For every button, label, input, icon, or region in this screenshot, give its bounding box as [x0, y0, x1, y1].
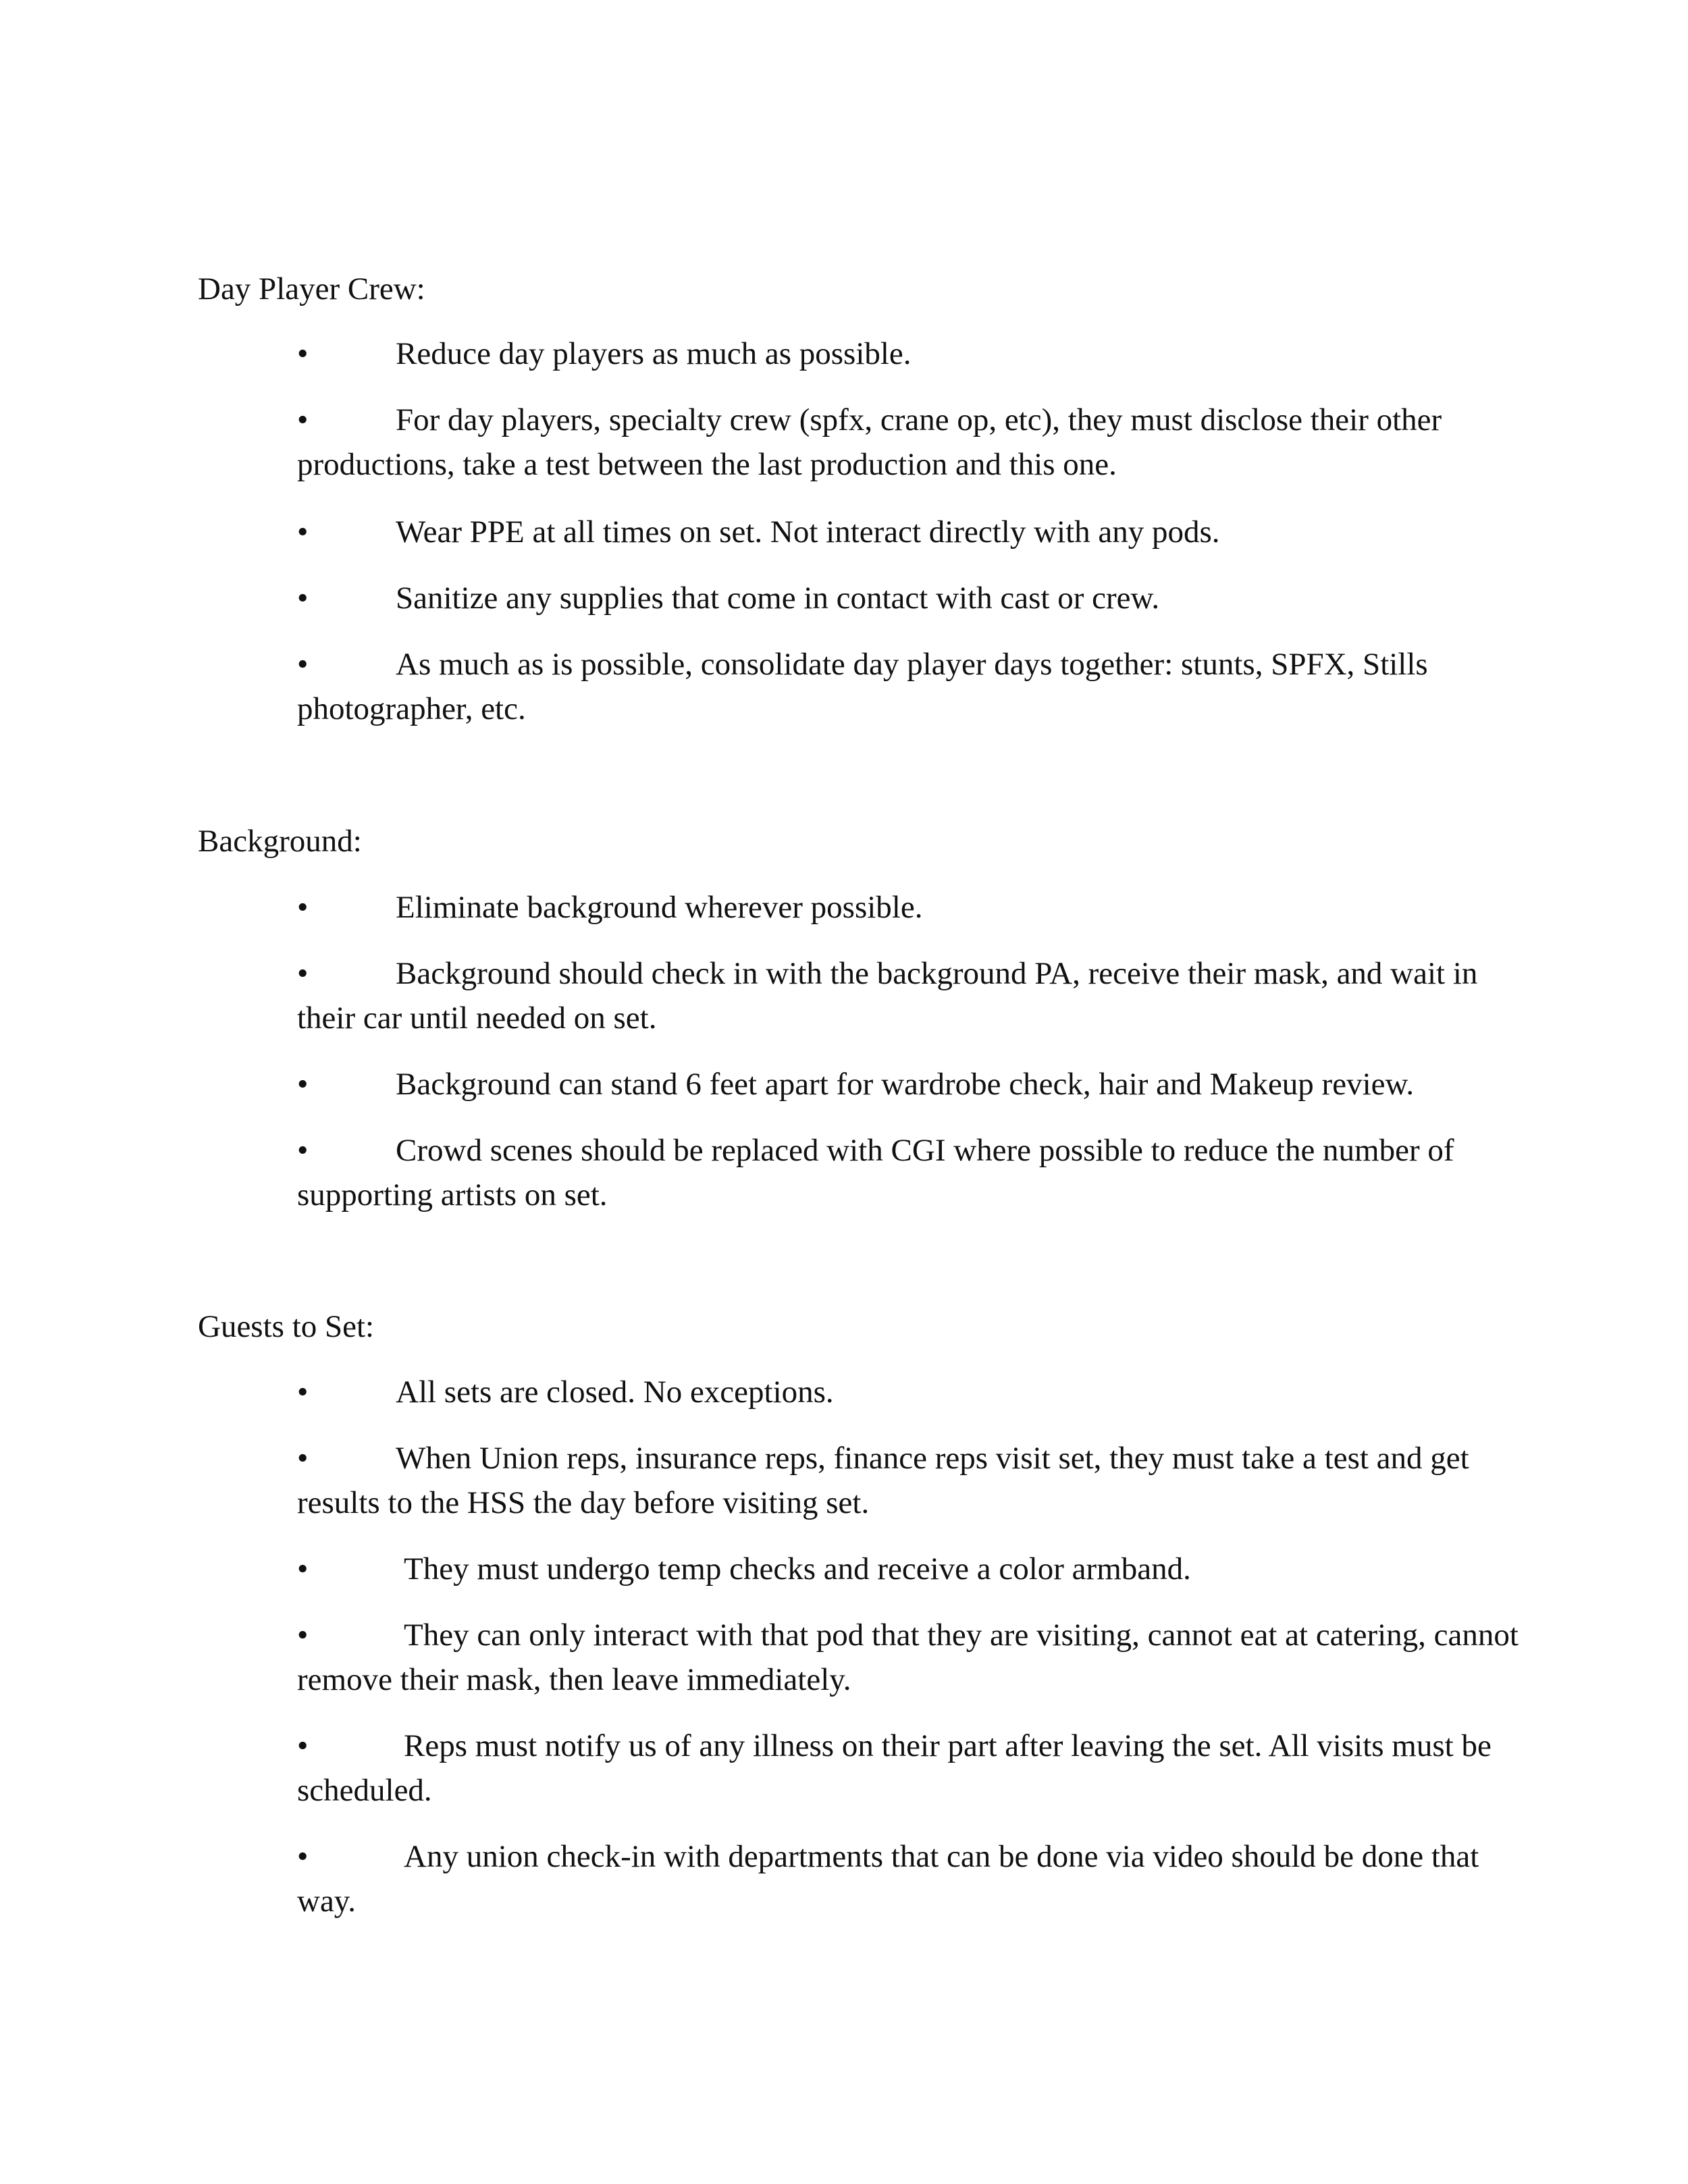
- list-item-text: Background should check in with the background PA, receive their mask, and wait in their car until needed on set.: [297, 956, 1478, 1036]
- list-item-text: Wear PPE at all times on set. Not interact directly with any pods.: [396, 514, 1220, 550]
- list-item: [297, 1370, 1533, 1414]
- list-item-text: All sets are closed. No exceptions.: [396, 1375, 834, 1410]
- list-item: [297, 642, 1533, 731]
- list-item-text: They must undergo temp checks and receive a color armband.: [404, 1551, 1191, 1587]
- list-item-text: Reps must notify us of any illness on their part after leaving the set. All visits must be scheduled.: [297, 1728, 1492, 1808]
- bullet-icon: •: [297, 336, 309, 371]
- list-item: [297, 1724, 1533, 1813]
- bullet-icon: •: [297, 956, 309, 991]
- section-heading-day-player-crew: Day Player Crew:: [198, 271, 425, 307]
- list-item-text: Sanitize any supplies that come in contact with cast or crew.: [396, 581, 1160, 616]
- bullet-icon: •: [297, 1728, 309, 1763]
- list-item-text: For day players, specialty crew (spfx, crane op, etc), they must disclose their other productions, take a test between the last production and this one.: [297, 402, 1442, 482]
- bullet-icon: •: [297, 1618, 309, 1653]
- list-item: [297, 1062, 1533, 1107]
- list-item: [297, 1436, 1533, 1525]
- bullet-icon: •: [297, 514, 309, 550]
- list-item-text: Crowd scenes should be replaced with CGI where possible to reduce the number of supporting artists on set.: [297, 1133, 1454, 1213]
- list-item: [297, 398, 1533, 487]
- list-item-text: They can only interact with that pod that they are visiting, cannot eat at catering, cannot remove their mask, then leave immediately.: [297, 1618, 1519, 1697]
- section-heading-background: Background:: [198, 824, 362, 859]
- list-item-text: Background can stand 6 feet apart for wardrobe check, hair and Makeup review.: [396, 1067, 1415, 1102]
- list-item: [297, 1128, 1533, 1217]
- bullet-icon: •: [297, 890, 309, 925]
- list-item-text: Reduce day players as much as possible.: [396, 336, 912, 371]
- list-item-text: Eliminate background wherever possible.: [396, 890, 923, 925]
- list-item: [297, 1834, 1533, 1923]
- bullet-icon: •: [297, 1441, 309, 1476]
- bullet-icon: •: [297, 1133, 309, 1168]
- bullet-icon: •: [297, 1067, 309, 1102]
- list-item: [297, 510, 1533, 554]
- bullet-icon: •: [297, 581, 309, 616]
- list-item-text: As much as is possible, consolidate day player days together: stunts, SPFX, Stills photographer, etc.: [297, 647, 1428, 726]
- section-heading-guests-to-set: Guests to Set:: [198, 1309, 375, 1344]
- list-item-text: When Union reps, insurance reps, finance reps visit set, they must take a test and get results to the HSS the day before visiting set.: [297, 1441, 1469, 1520]
- bullet-icon: •: [297, 1551, 309, 1587]
- bullet-icon: •: [297, 402, 309, 437]
- list-item: [297, 951, 1533, 1040]
- list-item-text: Any union check-in with departments that can be done via video should be done that way.: [297, 1839, 1479, 1919]
- list-item: [297, 1547, 1533, 1591]
- list-item: [297, 576, 1533, 620]
- list-item: [297, 331, 1533, 376]
- bullet-icon: •: [297, 1375, 309, 1410]
- list-item: [297, 885, 1533, 930]
- list-item: [297, 1613, 1533, 1702]
- bullet-icon: •: [297, 1839, 309, 1874]
- bullet-icon: •: [297, 647, 309, 682]
